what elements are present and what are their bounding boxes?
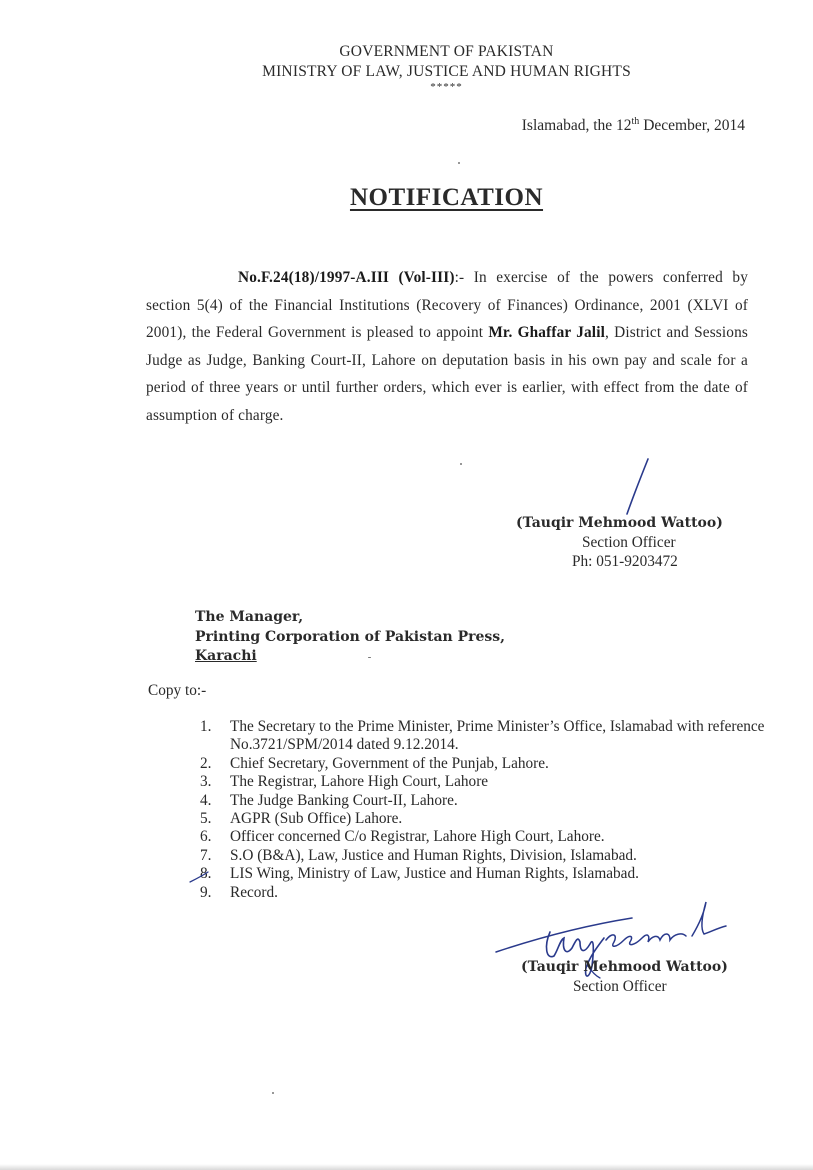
list-item: 3. The Registrar, Lahore High Court, Lahore: [200, 773, 489, 791]
letterhead: [0, 42, 813, 92]
signatory-name-2: (Tauqir Mehmood Wattoo): [521, 959, 728, 975]
copy-to-label: Copy to:-: [148, 682, 207, 699]
ministry-name: MINISTRY OF LAW, JUSTICE AND HUMAN RIGHTS: [262, 63, 631, 80]
date-line: [522, 116, 745, 135]
signature-block: [516, 514, 736, 571]
addressee-city: Karachi: [195, 648, 257, 664]
appointee-name: Mr. Ghaffar Jalil: [488, 324, 606, 341]
document-title: [0, 184, 813, 212]
signatory-phone: Ph: 051-9203472: [572, 553, 678, 570]
scan-speck: [272, 1092, 274, 1094]
addressee-block: [195, 608, 505, 667]
list-item: 7. S.O (B&A), Law, Justice and Human Rights, Division, Islamabad.: [200, 846, 637, 864]
scan-speck: [458, 162, 460, 164]
date-suffix: th: [631, 116, 640, 127]
government-name: GOVERNMENT OF PAKISTAN: [339, 43, 554, 60]
notification-body: [146, 264, 748, 429]
copy-list: [200, 718, 790, 902]
scan-speck: [460, 463, 462, 465]
date-prefix: Islamabad, the 12: [521, 117, 632, 135]
title-text: NOTIFICATION: [349, 184, 544, 211]
addressee-line-1: The Manager,: [195, 609, 304, 625]
scan-edge: [0, 1164, 813, 1170]
list-item: 9. Record.: [200, 883, 278, 901]
tick-mark-icon: [188, 868, 210, 886]
date-rest: December, 2014: [639, 117, 745, 135]
signatory-name: (Tauqir Mehmood Wattoo): [516, 515, 723, 531]
list-item: 2. Chief Secretary, Government of the Punjab, Lahore.: [200, 754, 549, 772]
list-item: 5. AGPR (Sub Office) Lahore.: [200, 810, 403, 828]
signatory-designation: Section Officer: [582, 534, 676, 551]
list-item: 6. Officer concerned C/o Registrar, Lahore High Court, Lahore.: [200, 828, 605, 846]
scan-speck: [368, 657, 371, 658]
body-text-1: :- In exercise of the powers conferred by section 5(4) of the Financial Institutions (Recovery of Finances) Ordinance, 2001 (XLVI of 2001), the Federal Government is pleased to appoint: [146, 269, 748, 341]
signatory-designation-2: Section Officer: [573, 978, 667, 995]
header-stars: *****: [430, 81, 463, 93]
signature-block-2: [521, 958, 761, 996]
addressee-line-2: Printing Corporation of Pakistan Press,: [195, 628, 506, 645]
list-item: 1. The Secretary to the Prime Minister, Prime Minister’s Office, Islamabad with reference No.3721/SPM/2014 dated 9.12.2014.: [200, 718, 765, 754]
initial-stroke-icon: [618, 456, 658, 518]
list-item: 8. LIS Wing, Ministry of Law, Justice and Human Rights, Islamabad.: [200, 865, 639, 883]
reference-number: No.F.24(18)/1997-A.III (Vol-III): [238, 269, 455, 286]
body-text-2: , District and Sessions Judge as Judge, Banking Court-II, Lahore on deputation basis in his own pay and scale for a period of three years or until further orders, which ever is earlier, with effect from the date of assumption of charge.: [146, 324, 749, 424]
list-item: 4. The Judge Banking Court-II, Lahore.: [200, 791, 458, 809]
